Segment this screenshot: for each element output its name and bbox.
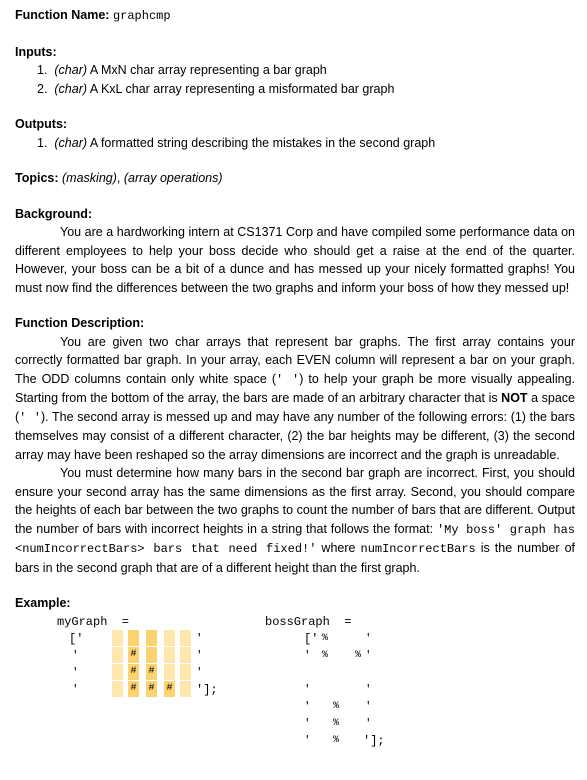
output-format: 'My boss' graph has <numIncorrectBars> bars that need fixed!' [15, 522, 575, 556]
variable-name: numIncorrectBars [360, 542, 476, 556]
quote: ' [196, 649, 203, 662]
bar-cell: # [146, 681, 157, 697]
bar-cell: # [164, 681, 175, 697]
quote: ' [304, 649, 311, 662]
description-title: Function Description: [15, 316, 145, 330]
outputs-title: Outputs: [15, 117, 68, 131]
bar-cell: # [128, 664, 139, 680]
boss-bar-cell: % [333, 700, 340, 712]
my-graph-close: ']; [196, 682, 218, 697]
quote: ' [304, 717, 311, 730]
output-item-1 [37, 134, 575, 153]
boss-bar-cell: % [322, 632, 329, 644]
quote: ' [72, 649, 79, 662]
quote: ' [304, 734, 311, 747]
not-emphasis: NOT [501, 391, 528, 405]
boss-graph-open: [' [304, 631, 319, 646]
description-paragraph-1: You are given two char arrays that represent bar graphs. The first array contains your correctly formatted bar graph. In your array, each EVEN column will represent a bar on your graph. The ODD columns contain only white space (' ') to help your graph be more visually appealing. Starting from the bottom of the array, the bars are made of an arbitrary character that is NOT a space (' '). The second array is messed up and may have any number of the following errors: (1) the bars themselves may consist of a different character, (2) the bar heights may be different, (3) the second array may have been reshaped so the array dimensions are incorrect and the graph is unreadable. [15, 334, 575, 462]
function-name: graphcmp [112, 9, 171, 23]
topics-label: Topics: [15, 171, 59, 185]
output-item-number: 1. [37, 135, 48, 150]
boss-bar-cell: % [333, 734, 340, 746]
input-item-text: A MxN char array representing a bar graph [89, 63, 327, 77]
inputs-list [15, 61, 575, 98]
quote: ' [365, 632, 372, 645]
inputs-title: Inputs: [15, 44, 57, 59]
boss-graph-close: ']; [363, 733, 385, 748]
boss-bar-cell: % [355, 649, 362, 661]
quote: ' [72, 683, 79, 696]
topics-separator: , [116, 171, 121, 185]
quote: ' [365, 700, 372, 713]
boss-bar-cell: % [322, 649, 329, 661]
output-item-type: (char) [54, 135, 88, 150]
output-item-text: A formatted string describing the mistakes in the second graph [89, 135, 436, 150]
my-graph-open: [' [69, 631, 84, 646]
input-item-number: 1. [37, 63, 48, 77]
quote: ' [196, 666, 203, 679]
outputs-list [15, 134, 575, 153]
quote: ' [304, 683, 311, 696]
input-item-text: A KxL char array representing a misformated bar graph [89, 81, 395, 96]
quote: ' [365, 649, 372, 662]
example-title: Example: [15, 596, 71, 610]
example-code [15, 613, 575, 748]
quote: ' [365, 683, 372, 696]
bar-cell: # [128, 681, 139, 697]
quote: ' [365, 717, 372, 730]
boss-graph-label: bossGraph = [265, 614, 352, 629]
quote: ' [196, 632, 203, 645]
background-text: You are a hardworking intern at CS1371 Corp and have compiled some performance data on different employees to help your boss decide who should get a raise at the end of the quarter. However, your boss can be a bit of a dunce and has messed up your nicely formatted graphs! You must now find the differences between the two graphs and inform your boss of how they messed up! [15, 225, 575, 295]
space-char: ' ' [276, 372, 300, 387]
topic-array-operations: (array operations) [123, 171, 223, 185]
bar-cell: # [146, 664, 157, 680]
input-item-type: (char) [54, 63, 88, 77]
space-char: ' ' [19, 410, 41, 425]
input-item-number: 2. [37, 81, 48, 96]
topics-line [15, 169, 575, 188]
background-title: Background: [15, 206, 93, 221]
input-item-2 [37, 80, 575, 99]
quote: ' [304, 700, 311, 713]
quote: ' [72, 666, 79, 679]
function-name-line [15, 6, 575, 26]
function-name-label: Function Name: [15, 8, 110, 22]
input-item-1 [37, 61, 575, 80]
description-paragraph-2: You must determine how many bars in the second bar graph are incorrect. First, you should ensure your second array has the same dimensions as the first array. Second, you should compare the heights of each bar between the two graphs to count the number of bars that are different. Output the number of bars with incorrect heights in a string that follows the format: 'My boss' graph has <numIncorrectBars> bars that need fixed!' where numIncorrectBars is the number of bars in the second graph that are of a different height than the first graph. [15, 466, 575, 575]
topic-masking: (masking) [62, 171, 117, 185]
boss-bar-cell: % [333, 717, 340, 729]
bar-cell: # [128, 647, 139, 663]
my-graph-label: myGraph = [57, 614, 130, 629]
input-item-type: (char) [54, 81, 88, 96]
